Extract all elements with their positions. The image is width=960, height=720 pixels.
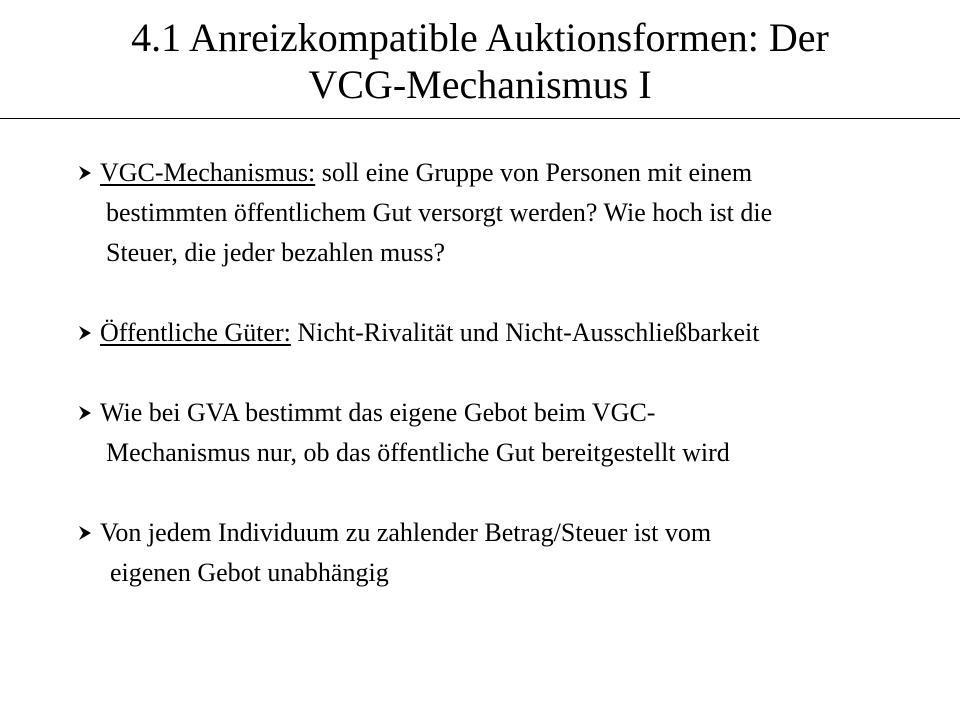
bullet-list	[78, 153, 938, 593]
bullet-item-steuer	[78, 513, 938, 593]
arrowhead-bullet-icon	[78, 325, 92, 341]
bullet-text-continuation: bestimmten öffentlichem Gut versorgt werden? Wie hoch ist die	[106, 198, 773, 227]
bullet-text-continuation: Steuer, die jeder bezahlen muss?	[106, 238, 445, 267]
arrowhead-bullet-icon	[78, 405, 92, 421]
bullet-term: VGC-Mechanismus:	[100, 158, 316, 187]
bullet-text: Von jedem Individuum zu zahlender Betrag/Steuer ist vom	[100, 518, 712, 547]
slide-title	[0, 14, 960, 108]
title-divider	[0, 118, 960, 119]
bullet-item-oeffentliche-gueter	[78, 313, 938, 353]
bullet-text: soll eine Gruppe von Personen mit einem	[315, 158, 753, 187]
bullet-text-continuation: eigenen Gebot unabhängig	[110, 558, 389, 587]
arrowhead-bullet-icon	[78, 525, 92, 541]
bullet-term: Öffentliche Güter:	[100, 318, 291, 347]
bullet-item-gva-vergleich	[78, 393, 938, 473]
bullet-item-vgc-mechanismus	[78, 153, 938, 273]
slide-title-line-2: VCG-Mechanismus I	[308, 62, 652, 107]
bullet-text-continuation: Mechanismus nur, ob das öffentliche Gut bereitgestellt wird	[106, 438, 730, 467]
slide-title-line-1: 4.1 Anreizkompatible Auktionsformen: Der	[131, 15, 829, 60]
arrowhead-bullet-icon	[78, 165, 92, 181]
bullet-text: Nicht-Rivalität und Nicht-Ausschließbarkeit	[290, 318, 760, 347]
bullet-text: Wie bei GVA bestimmt das eigene Gebot beim VGC-	[100, 398, 656, 427]
